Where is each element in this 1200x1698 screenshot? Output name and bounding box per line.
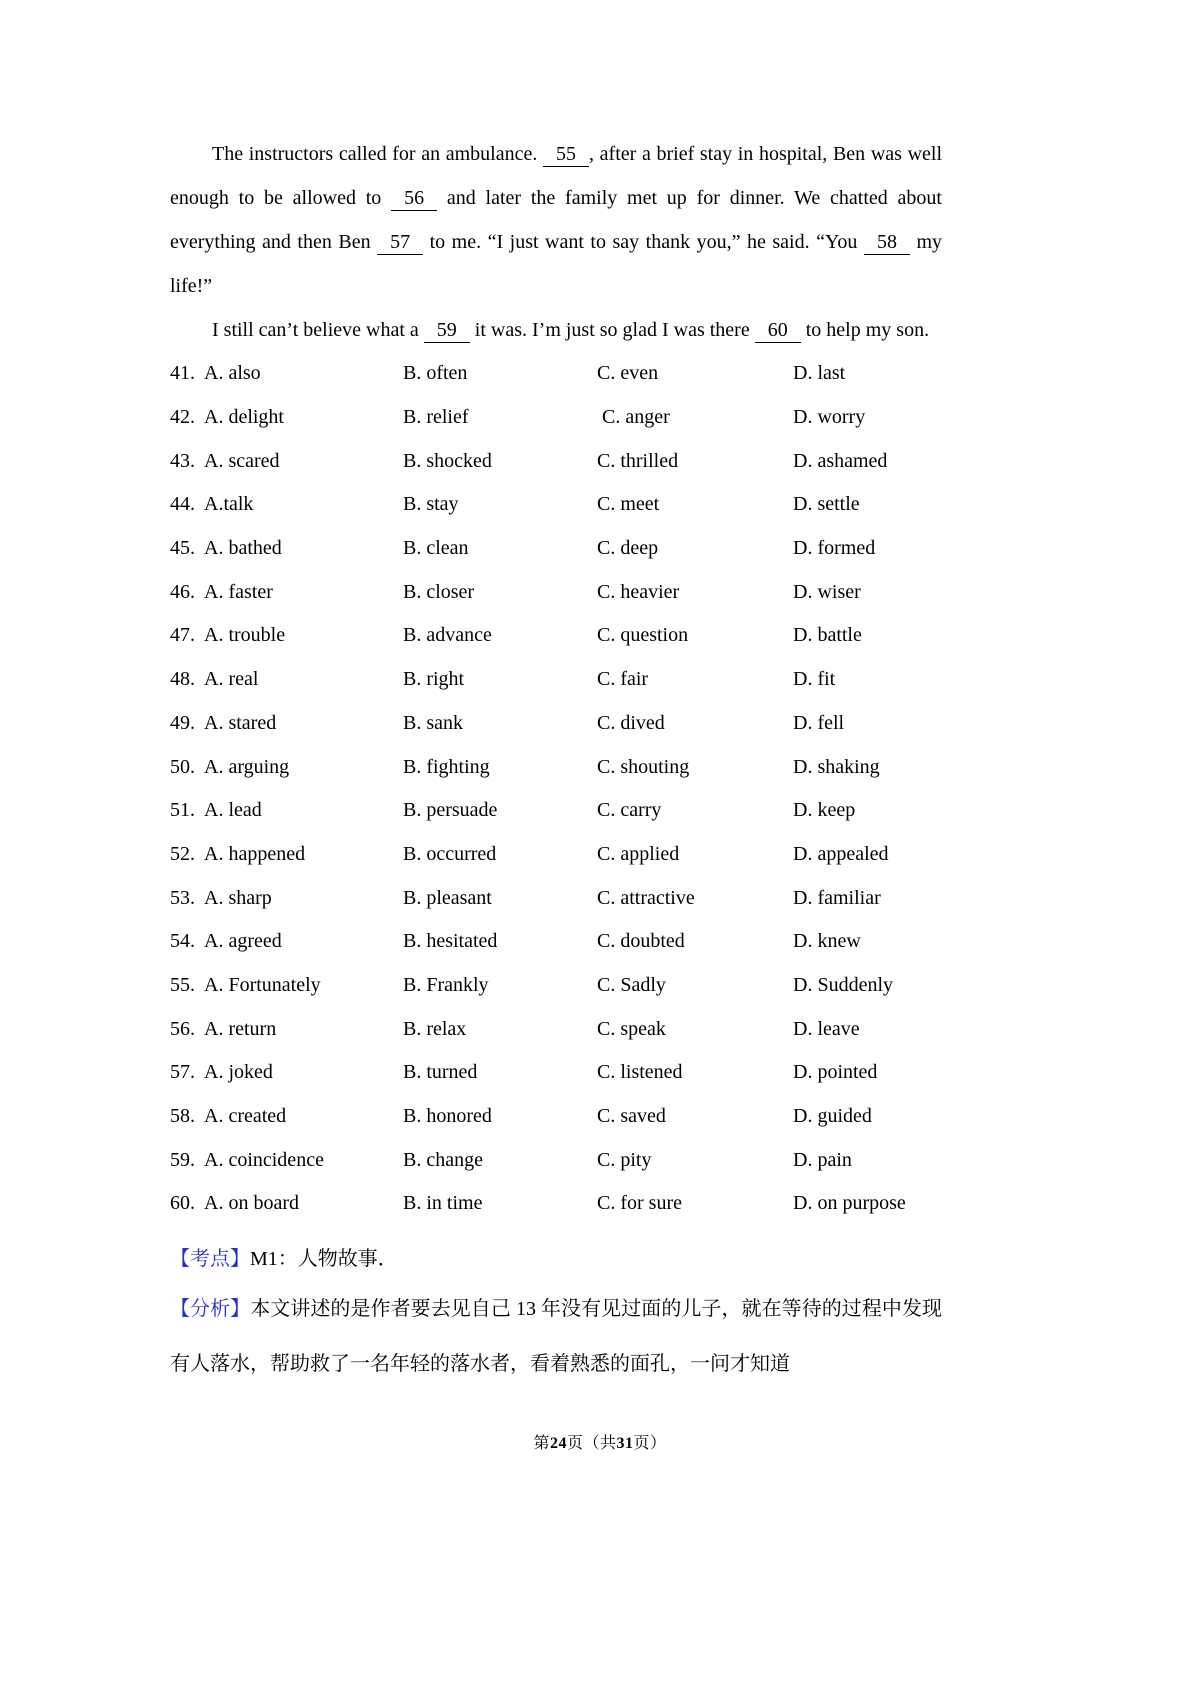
option-row xyxy=(170,352,942,396)
option-c: C. pity xyxy=(597,1148,652,1171)
option-c: C. fair xyxy=(597,668,649,691)
footer-mid: 页（共 xyxy=(566,1435,617,1452)
option-c: C. anger xyxy=(597,406,670,429)
option-a: A. joked xyxy=(204,1061,273,1084)
question-number: 58. xyxy=(170,1105,195,1128)
option-d: D. familiar xyxy=(793,886,881,909)
cloze-blank: 57 xyxy=(377,230,423,255)
passage-text: , after a brief stay in hospital, Ben was well enough to be allowed to xyxy=(170,143,943,209)
option-c: C. Sadly xyxy=(597,973,666,996)
option-row xyxy=(170,964,942,1008)
option-row xyxy=(170,833,942,877)
option-b: B. shocked xyxy=(403,449,492,472)
passage-paragraph xyxy=(170,132,942,308)
question-number: 54. xyxy=(170,930,195,953)
kaodian-label: 【考点】 xyxy=(170,1247,250,1270)
option-row xyxy=(170,876,942,920)
question-number: 51. xyxy=(170,799,195,822)
option-d: D. wiser xyxy=(793,580,861,603)
option-c: C. meet xyxy=(597,493,660,516)
kaodian-text: M1：人物故事． xyxy=(250,1247,398,1270)
passage-text: it was. I’m just so glad I was there xyxy=(469,319,755,341)
cloze-passage xyxy=(170,132,942,352)
option-b: B. turned xyxy=(403,1061,478,1084)
option-b: B. often xyxy=(403,362,468,385)
option-cell-a xyxy=(170,712,403,735)
option-row xyxy=(170,396,942,440)
passage-text: The instructors called for an ambulance. xyxy=(212,143,544,165)
option-d: D. battle xyxy=(793,624,862,647)
question-number: 50. xyxy=(170,755,195,778)
option-a: A. happened xyxy=(204,842,306,865)
option-d: D. Suddenly xyxy=(793,973,893,996)
page-footer xyxy=(0,1430,1200,1453)
option-a: A. also xyxy=(204,362,261,385)
option-d: D. fell xyxy=(793,711,845,734)
option-cell-a xyxy=(170,887,403,910)
option-cell-a xyxy=(170,756,403,779)
question-number: 43. xyxy=(170,449,195,472)
option-row xyxy=(170,1095,942,1139)
option-c: C. attractive xyxy=(597,886,695,909)
option-a: A. sharp xyxy=(204,886,272,909)
option-a: A. scared xyxy=(204,449,280,472)
option-b: B. fighting xyxy=(403,755,490,778)
passage-text: to me. “I just want to say thank you,” he said. “You xyxy=(423,231,864,253)
option-row xyxy=(170,658,942,702)
option-b: B. relief xyxy=(403,406,469,429)
option-c: C. even xyxy=(597,362,659,385)
cloze-blank: 56 xyxy=(391,186,437,211)
option-d: D. pain xyxy=(793,1148,852,1171)
option-cell-a xyxy=(170,624,403,647)
option-b: B. occurred xyxy=(403,842,497,865)
footer-total-pages: 31 xyxy=(616,1435,634,1452)
fenxi-text: 本文讲述的是作者要去见自己 13 年没有见过面的儿子，就在等待的过程中发现有人落水，帮助救了一名年轻的落水者，看着熟悉的面孔，一问才知道 xyxy=(170,1297,943,1375)
option-c: C. shouting xyxy=(597,755,690,778)
question-number: 41. xyxy=(170,362,195,385)
option-row xyxy=(170,745,942,789)
question-number: 55. xyxy=(170,973,195,996)
option-c: C. deep xyxy=(597,537,659,560)
question-number: 44. xyxy=(170,493,195,516)
passage-text: and later the family met up for dinner. We chatted about everything and then Ben xyxy=(170,187,942,253)
option-row xyxy=(170,614,942,658)
question-number: 57. xyxy=(170,1061,195,1084)
option-cell-a xyxy=(170,843,403,866)
cloze-blank: 59 xyxy=(424,318,470,343)
option-a: A. real xyxy=(204,668,259,691)
option-a: A. return xyxy=(204,1017,277,1040)
question-number: 46. xyxy=(170,580,195,603)
option-b: B. closer xyxy=(403,580,475,603)
option-b: B. Frankly xyxy=(403,973,489,996)
option-cell-a xyxy=(170,581,403,604)
question-number: 42. xyxy=(170,406,195,429)
option-a: A. delight xyxy=(204,406,284,429)
option-cell-a xyxy=(170,537,403,560)
question-number: 49. xyxy=(170,711,195,734)
option-cell-a xyxy=(170,1061,403,1084)
option-c: C. saved xyxy=(597,1105,666,1128)
option-d: D. formed xyxy=(793,537,876,560)
option-a: A. trouble xyxy=(204,624,286,647)
option-d: D. ashamed xyxy=(793,449,888,472)
option-b: B. advance xyxy=(403,624,492,647)
option-cell-a xyxy=(170,1105,403,1128)
option-row xyxy=(170,702,942,746)
option-d: D. shaking xyxy=(793,755,880,778)
option-a: A. arguing xyxy=(204,755,290,778)
option-cell-a xyxy=(170,930,403,953)
passage-text: my life!” xyxy=(170,231,943,297)
option-b: B. stay xyxy=(403,493,459,516)
question-number: 48. xyxy=(170,668,195,691)
option-a: A. lead xyxy=(204,799,262,822)
option-a: A.talk xyxy=(204,493,254,516)
footer-prefix: 第 xyxy=(533,1435,550,1452)
fenxi-paragraph xyxy=(170,1282,942,1392)
option-a: A. faster xyxy=(204,580,273,603)
option-b: B. right xyxy=(403,668,465,691)
cloze-blank: 58 xyxy=(864,230,910,255)
cloze-blank: 55 xyxy=(543,142,589,167)
option-d: D. settle xyxy=(793,493,860,516)
option-c: C. for sure xyxy=(597,1192,682,1215)
option-cell-a xyxy=(170,1018,403,1041)
option-d: D. last xyxy=(793,362,846,385)
option-a: A. stared xyxy=(204,711,277,734)
question-number: 52. xyxy=(170,842,195,865)
option-a: A. created xyxy=(204,1105,287,1128)
option-d: D. keep xyxy=(793,799,856,822)
option-cell-a xyxy=(170,1149,403,1172)
option-cell-a xyxy=(170,362,403,385)
footer-suffix: 页） xyxy=(633,1435,667,1452)
kaodian-line xyxy=(170,1236,942,1282)
option-a: A. on board xyxy=(204,1192,299,1215)
option-cell-a xyxy=(170,1192,403,1215)
option-b: B. honored xyxy=(403,1105,492,1128)
option-c: C. question xyxy=(597,624,689,647)
option-cell-a xyxy=(170,450,403,473)
option-a: A. agreed xyxy=(204,930,282,953)
option-b: B. change xyxy=(403,1148,483,1171)
option-d: D. fit xyxy=(793,668,836,691)
option-d: D. leave xyxy=(793,1017,860,1040)
option-row xyxy=(170,527,942,571)
option-b: B. relax xyxy=(403,1017,467,1040)
option-cell-a xyxy=(170,974,403,997)
option-c: C. speak xyxy=(597,1017,666,1040)
option-cell-a xyxy=(170,668,403,691)
fenxi-label: 【分析】 xyxy=(170,1297,251,1320)
option-d: D. appealed xyxy=(793,842,889,865)
footer-page-number: 24 xyxy=(549,1435,567,1452)
option-c: C. thrilled xyxy=(597,449,679,472)
page-content xyxy=(170,132,942,1392)
option-d: D. guided xyxy=(793,1105,872,1128)
option-c: C. applied xyxy=(597,842,680,865)
question-number: 47. xyxy=(170,624,195,647)
option-row xyxy=(170,789,942,833)
option-d: D. on purpose xyxy=(793,1192,906,1215)
option-b: B. persuade xyxy=(403,799,498,822)
passage-text: to help my son. xyxy=(800,319,930,341)
option-row xyxy=(170,1051,942,1095)
question-number: 60. xyxy=(170,1192,195,1215)
option-a: A. coincidence xyxy=(204,1148,324,1171)
passage-paragraph xyxy=(170,308,942,352)
passage-text: I still can’t believe what a xyxy=(212,319,424,341)
option-c: C. heavier xyxy=(597,580,680,603)
option-b: B. pleasant xyxy=(403,886,492,909)
option-a: A. bathed xyxy=(204,537,282,560)
option-row xyxy=(170,439,942,483)
option-row xyxy=(170,1007,942,1051)
question-number: 59. xyxy=(170,1148,195,1171)
options-list xyxy=(170,352,942,1226)
question-number: 53. xyxy=(170,886,195,909)
question-number: 45. xyxy=(170,537,195,560)
option-c: C. listened xyxy=(597,1061,683,1084)
option-b: B. sank xyxy=(403,711,463,734)
option-cell-a xyxy=(170,493,403,516)
option-c: C. dived xyxy=(597,711,665,734)
option-cell-a xyxy=(170,799,403,822)
option-b: B. clean xyxy=(403,537,469,560)
option-d: D. worry xyxy=(793,406,866,429)
option-c: C. doubted xyxy=(597,930,685,953)
option-row xyxy=(170,1182,942,1226)
option-c: C. carry xyxy=(597,799,662,822)
option-b: B. hesitated xyxy=(403,930,498,953)
option-row xyxy=(170,1138,942,1182)
cloze-blank: 60 xyxy=(755,318,801,343)
question-number: 56. xyxy=(170,1017,195,1040)
option-d: D. pointed xyxy=(793,1061,878,1084)
option-row xyxy=(170,570,942,614)
option-row xyxy=(170,920,942,964)
option-cell-a xyxy=(170,406,403,429)
option-row xyxy=(170,483,942,527)
option-a: A. Fortunately xyxy=(204,973,321,996)
option-b: B. in time xyxy=(403,1192,483,1215)
option-d: D. knew xyxy=(793,930,861,953)
